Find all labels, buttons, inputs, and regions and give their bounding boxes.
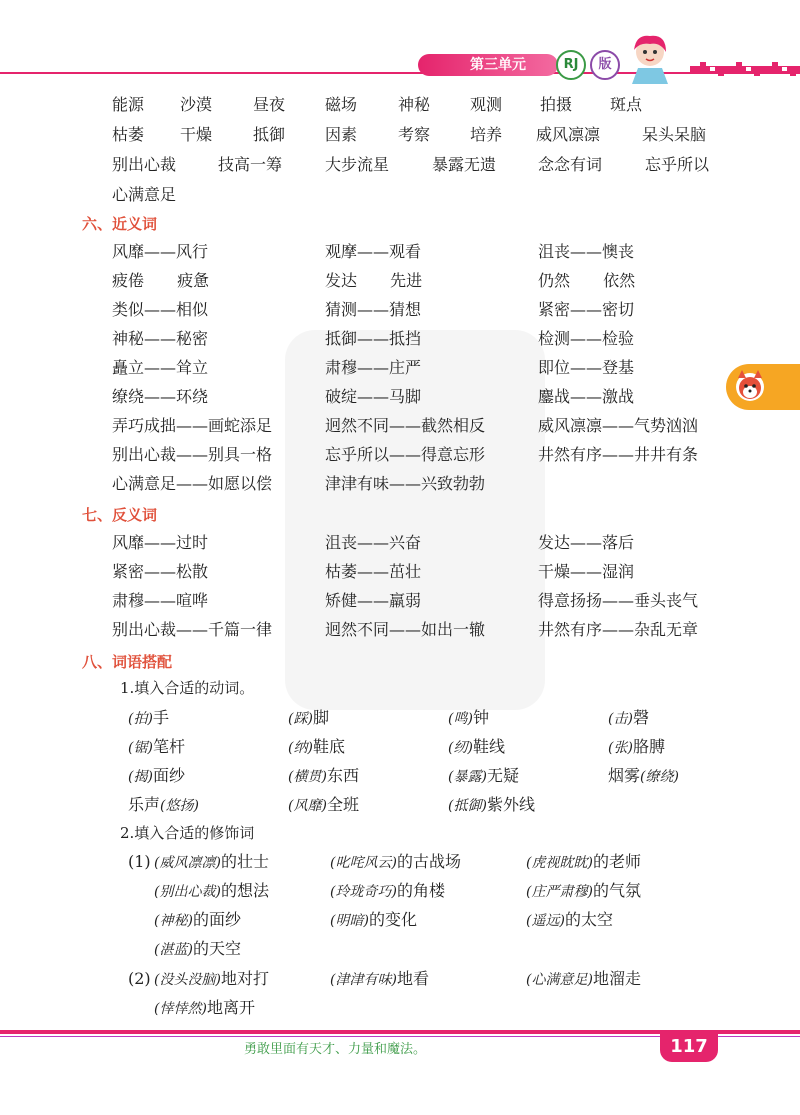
word: 忘乎所以 [645, 155, 710, 174]
synonym-pair: 肃穆——庄严 [325, 358, 422, 377]
answer: (神秘) [154, 913, 193, 929]
edition-badge-ban: 版 [590, 50, 620, 80]
synonym-pair: 缭绕——环绕 [112, 387, 209, 406]
answer: (没头没脑) [154, 972, 221, 988]
word: 能源 [112, 95, 145, 114]
phrase: 手 [152, 708, 169, 727]
fox-mascot-icon [732, 368, 768, 404]
antonym-pair: 井然有序——杂乱无章 [538, 620, 699, 639]
synonym-pair: 抵御——抵挡 [325, 329, 422, 348]
antonym-pair: 枯萎——茁壮 [325, 562, 422, 581]
verbs-heading: 1.填入合适的动词。 [120, 679, 255, 697]
word: 技高一筹 [218, 155, 283, 174]
group-label: (1) [128, 852, 151, 871]
antonym-pair: 发达——落后 [538, 533, 635, 552]
synonym-pair: 紧密——密切 [538, 300, 635, 319]
synonym-pair: 类似——相似 [112, 300, 209, 319]
answer: (张) [608, 740, 633, 756]
synonym-pair: 弄巧成拙——画蛇添足 [112, 416, 273, 435]
word: 心满意足 [112, 185, 177, 204]
answer: (津津有味) [330, 972, 397, 988]
synonym-pair: 风靡——风行 [112, 242, 209, 261]
synonym-pair: 井然有序——井井有条 [538, 445, 699, 464]
word: 磁场 [325, 95, 358, 114]
footer-motto: 勇敢里面有天才、力量和魔法。 [244, 1042, 427, 1057]
word: 昼夜 [253, 95, 286, 114]
word: 神秘 [398, 95, 431, 114]
synonym-pair: 检测——检验 [538, 329, 635, 348]
phrase: 笔杆 [152, 737, 185, 756]
word: 培养 [470, 125, 503, 144]
phrase: 的角楼 [396, 881, 445, 900]
section-title-collocation: 八、词语搭配 [82, 653, 173, 671]
synonym-row [112, 411, 732, 441]
antonym-pair: 紧密——松散 [112, 562, 209, 581]
answer: (别出心裁) [154, 884, 221, 900]
synonym-row [112, 237, 732, 267]
phrase: 的想法 [220, 881, 269, 900]
synonym-pair: 猜测——猜想 [325, 300, 422, 319]
answer: (横贯) [288, 769, 327, 785]
antonym-row [112, 557, 732, 587]
edition-badge-rj: RJ [556, 50, 586, 80]
word: 拍摄 [540, 95, 573, 114]
answer: (鸣) [448, 711, 473, 727]
answer: (心满意足) [526, 972, 593, 988]
synonym-pair: 沮丧——懊丧 [538, 242, 635, 261]
word-row [112, 180, 732, 210]
phrase: 的古战场 [396, 852, 461, 871]
phrase: 全班 [326, 795, 359, 814]
synonym-pair: 观摩——观看 [325, 242, 422, 261]
modifier-row [128, 905, 728, 935]
answer: (庄严肃穆) [526, 884, 593, 900]
synonym-row [112, 469, 732, 499]
checker-pattern [690, 62, 800, 76]
phrase: 鞋线 [472, 737, 505, 756]
synonym-row [112, 295, 732, 325]
answer: (湛蓝) [154, 942, 193, 958]
modifier-row [128, 964, 728, 994]
header-rule [0, 72, 800, 74]
answer: (悻悻然) [154, 1001, 207, 1017]
answer: (纫) [448, 740, 473, 756]
phrase: 面纱 [152, 766, 185, 785]
antonym-pair: 迥然不同——如出一辙 [325, 620, 486, 639]
word: 枯萎 [112, 125, 145, 144]
modifier-row [128, 847, 728, 877]
answer: (纳) [288, 740, 313, 756]
verb-row [128, 732, 728, 762]
antonym-pair: 沮丧——兴奋 [325, 533, 422, 552]
synonym-row [112, 382, 732, 412]
phrase: 地溜走 [592, 969, 641, 988]
word: 念念有词 [538, 155, 603, 174]
answer: (拍) [128, 711, 153, 727]
word: 斑点 [610, 95, 643, 114]
antonym-pair: 风靡——过时 [112, 533, 209, 552]
group-label: (2) [128, 969, 151, 988]
word-row [112, 90, 732, 120]
modifier-row [128, 993, 728, 1023]
answer: (威风凛凛) [154, 855, 221, 871]
phrase: 的变化 [368, 910, 417, 929]
answer: (锯) [128, 740, 153, 756]
phrase: 的气氛 [592, 881, 641, 900]
answer: (叱咤风云) [330, 855, 397, 871]
verb-row [128, 790, 728, 820]
word: 抵御 [253, 125, 286, 144]
antonym-pair: 矫健——羸弱 [325, 591, 422, 610]
modifier-row [128, 934, 728, 964]
answer: (击) [608, 711, 633, 727]
phrase: 的老师 [592, 852, 641, 871]
antonym-row [112, 615, 732, 645]
mascot-girl-icon [620, 30, 680, 86]
word: 因素 [325, 125, 358, 144]
phrase: 东西 [326, 766, 359, 785]
phrase: 的面纱 [192, 910, 241, 929]
answer: (遥远) [526, 913, 565, 929]
phrase: 磬 [632, 708, 649, 727]
phrase: 地对打 [220, 969, 269, 988]
word: 别出心裁 [112, 155, 177, 174]
modifiers-heading: 2.填入合适的修饰词 [120, 824, 255, 842]
synonym-pair: 仍然 依然 [538, 271, 636, 290]
phrase: 乐声 [128, 795, 161, 814]
synonym-pair: 别出心裁——别具一格 [112, 445, 273, 464]
word-row [112, 120, 732, 150]
synonym-pair: 心满意足——如愿以偿 [112, 474, 273, 493]
word: 观测 [470, 95, 503, 114]
synonym-row [112, 324, 732, 354]
modifier-row [128, 876, 728, 906]
answer: (风靡) [288, 798, 327, 814]
synonym-row [112, 440, 732, 470]
verb-row [128, 761, 728, 791]
synonym-pair: 津津有味——兴致勃勃 [325, 474, 486, 493]
word: 考察 [398, 125, 431, 144]
answer: (揭) [128, 769, 153, 785]
phrase: 地离开 [206, 998, 255, 1017]
phrase: 紫外线 [486, 795, 535, 814]
synonym-pair: 忘乎所以——得意忘形 [325, 445, 486, 464]
antonym-pair: 得意扬扬——垂头丧气 [538, 591, 699, 610]
word: 干燥 [180, 125, 213, 144]
word: 暴露无遗 [432, 155, 497, 174]
antonym-pair: 别出心裁——千篇一律 [112, 620, 273, 639]
section-title-antonyms: 七、反义词 [82, 506, 158, 524]
antonym-pair: 干燥——湿润 [538, 562, 635, 581]
word: 威风凛凛 [536, 125, 601, 144]
answer: (悠扬) [160, 798, 199, 814]
synonym-row [112, 353, 732, 383]
answer: (抵御) [448, 798, 487, 814]
answer: (明暗) [330, 913, 369, 929]
synonym-pair: 威风凛凛——气势汹汹 [538, 416, 699, 435]
word: 沙漠 [180, 95, 213, 114]
answer: (玲珑奇巧) [330, 884, 397, 900]
answer: (暴露) [448, 769, 487, 785]
synonym-pair: 神秘——秘密 [112, 329, 209, 348]
phrase: 的太空 [564, 910, 613, 929]
phrase: 脚 [312, 708, 329, 727]
antonym-row [112, 528, 732, 558]
phrase: 烟雾 [608, 766, 641, 785]
word: 呆头呆脑 [642, 125, 707, 144]
synonym-pair: 破绽——马脚 [325, 387, 422, 406]
synonym-pair: 矗立——耸立 [112, 358, 209, 377]
synonym-pair: 鏖战——激战 [538, 387, 635, 406]
answer: (踩) [288, 711, 313, 727]
answer: (虎视眈眈) [526, 855, 593, 871]
synonym-pair: 迥然不同——截然相反 [325, 416, 486, 435]
word-row [112, 150, 732, 180]
phrase: 的天空 [192, 939, 241, 958]
verb-row [128, 703, 728, 733]
phrase: 鞋底 [312, 737, 345, 756]
phrase: 的壮士 [220, 852, 269, 871]
antonym-row [112, 586, 732, 616]
synonym-row [112, 266, 732, 296]
section-title-synonyms: 六、近义词 [82, 215, 158, 233]
synonym-pair: 发达 先进 [325, 271, 423, 290]
phrase: 胳膊 [632, 737, 665, 756]
phrase: 无疑 [486, 766, 519, 785]
answer: (缭绕) [640, 769, 679, 785]
page-number: 117 [660, 1032, 718, 1062]
word: 大步流星 [325, 155, 390, 174]
synonym-pair: 即位——登基 [538, 358, 635, 377]
synonym-pair: 疲倦 疲惫 [112, 271, 210, 290]
phrase: 钟 [472, 708, 489, 727]
antonym-pair: 肃穆——喧哗 [112, 591, 209, 610]
unit-title: 第三单元 [470, 57, 526, 73]
phrase: 地看 [396, 969, 429, 988]
